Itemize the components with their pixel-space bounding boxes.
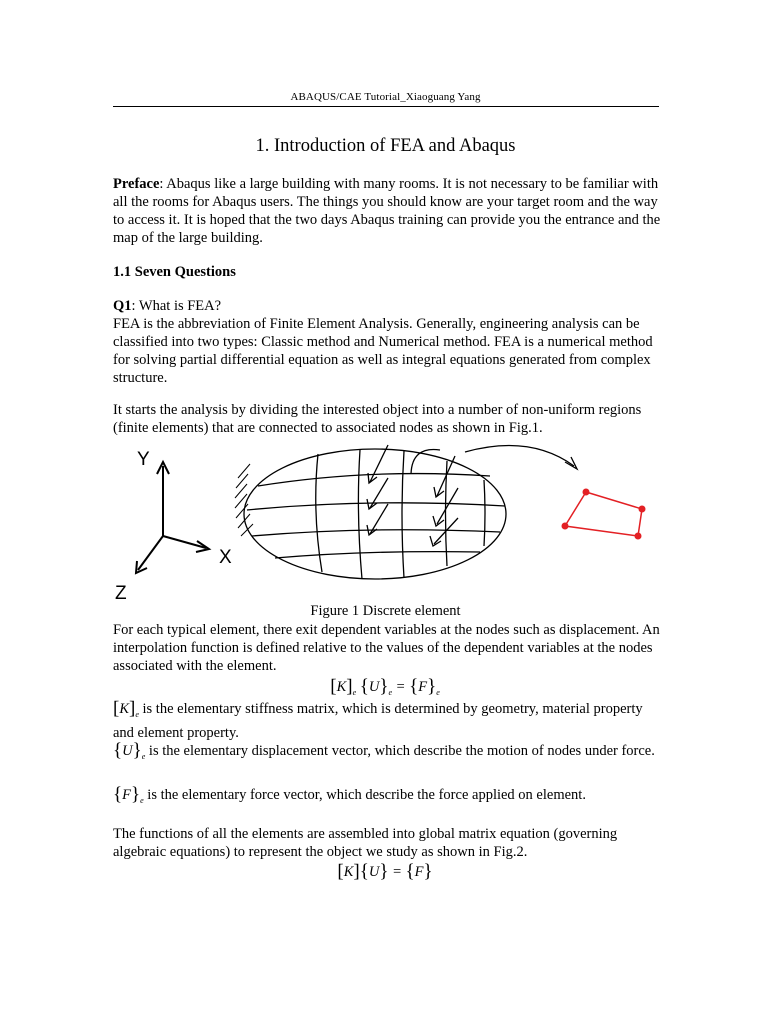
z-axis-line <box>138 536 163 570</box>
nodes-paragraph: For each typical element, there exit dependent variables at the nodes such as displacement. An interpolation function is defined relative to the values of the dependent variables at the nodes associated with the element. <box>113 622 660 674</box>
q1-answer: FEA is the abbreviation of Finite Element Analysis. Generally, engineering analysis can be classified into two types: Classic method and Numerical method. FEA is a numerical method for solving partial differential equation as well as integral equations generated from complex structure. <box>113 316 653 386</box>
axes-diagram <box>136 462 209 573</box>
meshed-body <box>244 449 506 579</box>
detail-pointer-arrow <box>565 457 577 469</box>
header-rule <box>113 106 659 107</box>
global-equation: [K]{U} = {F} <box>337 861 433 882</box>
detail-element <box>565 492 642 536</box>
force-description: $\{F\}_e$ is the elementary force vector, which describe the force applied on element. <box>113 784 586 805</box>
element-node <box>583 489 590 496</box>
fixed-support-hatch <box>235 464 253 536</box>
element-node <box>562 523 569 530</box>
element-node <box>635 533 642 540</box>
figure-1-discrete-element <box>0 440 768 610</box>
q1-label: Q1 <box>113 298 132 314</box>
global-paragraph: The functions of all the elements are assembled into global matrix equation (governing algebraic equations) to represent the object we study as shown in Fig.2. <box>113 826 618 860</box>
body-outline <box>244 449 506 579</box>
axis-label-x: X <box>219 547 232 568</box>
q1-block <box>113 297 661 387</box>
preface-paragraph <box>113 175 661 247</box>
axis-label-y: Y <box>137 449 150 470</box>
figure-1-caption: Figure 1 Discrete element <box>310 603 461 619</box>
detail-pointer-curve <box>465 446 574 466</box>
element-equation: $[K]_e$ $\{U\}_e = \{F\}_e$ <box>330 676 440 697</box>
stiffness-description: $[K]_e$ is the elementary stiffness matrix, which is determined by geometry, material property and element property. <box>113 698 643 741</box>
section-heading: 1.1 Seven Questions <box>113 264 236 280</box>
q1-paragraph-2: It starts the analysis by dividing the interested object into a number of non-uniform regions (finite elements) that are connected to associated nodes as shown in Fig.1. <box>113 402 642 436</box>
preface-label: Preface <box>113 176 160 192</box>
running-head: ABAQUS/CAE Tutorial_Xiaoguang Yang <box>290 91 481 103</box>
displacement-description: $\{U\}_e$ is the elementary displacement vector, which describe the motion of nodes under force. <box>113 740 655 761</box>
axis-label-z: Z <box>115 583 127 604</box>
q1-question: : What is FEA? <box>131 298 222 314</box>
chapter-title: 1. Introduction of FEA and Abaqus <box>255 136 516 156</box>
element-node <box>639 506 646 513</box>
z-axis-arrow <box>136 561 147 573</box>
load-arrows <box>367 445 458 546</box>
preface-text: : Abaqus like a large building with many rooms. It is not necessary to be familiar with all the rooms for Abaqus users. The things you should know are your target room and the way to access it. It is hoped that the two days Abaqus training can provide you the entrance and the map of the large building. <box>113 176 661 246</box>
